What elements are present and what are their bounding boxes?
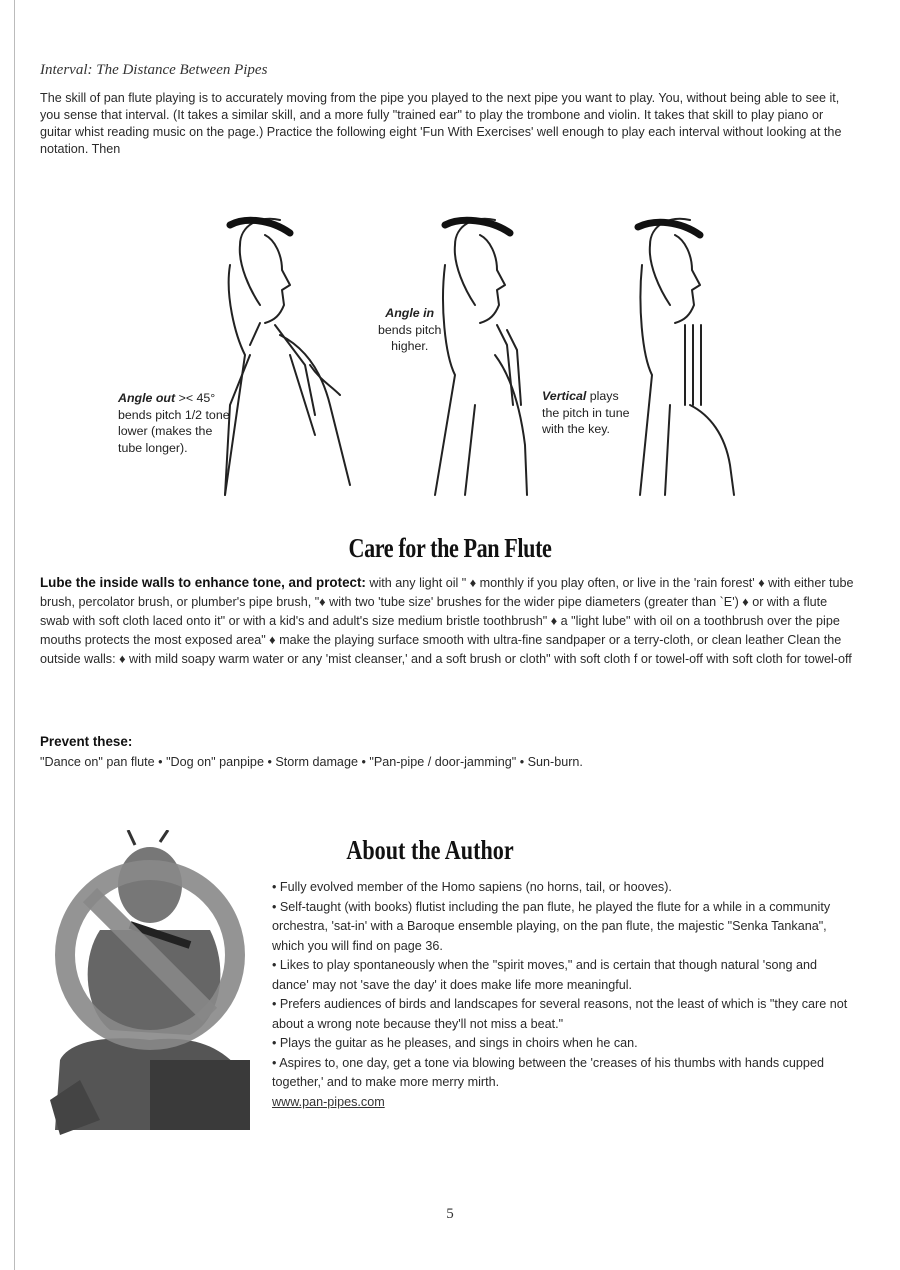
interval-heading: Interval: The Distance Between Pipes (40, 62, 268, 78)
author-title: About the Author (346, 835, 514, 865)
player-angle-in (435, 219, 527, 495)
page-number: 5 (446, 1206, 454, 1222)
author-bio-item: • Plays the guitar as he pleases, and sings in choirs when he can. (272, 1036, 638, 1051)
author-bio-item: • Prefers audiences of birds and landscapes for several reasons, not the least of which is "they care not about a wrong note because they'll not miss a beat." (272, 997, 848, 1031)
care-paragraph (40, 573, 855, 669)
player-vertical (640, 219, 734, 495)
website-link[interactable]: www.pan-pipes.com (272, 1094, 385, 1109)
caption-angle-out-line3: tube longer). (118, 441, 188, 456)
caption-angle-out (118, 390, 230, 457)
player-angle-out (225, 219, 350, 495)
author-bio-list (272, 878, 857, 1112)
prevent-heading: Prevent these: (40, 734, 133, 749)
caption-angle-out-degree: >< 45° (175, 391, 216, 405)
author-bio-item: • Likes to play spontaneously when the "spirit moves," and is certain that though natural 'song and dance' may not 'save the day' it does make life more meaningful. (272, 958, 818, 992)
care-lead: Lube the inside walls to enhance tone, and protect: (40, 575, 366, 590)
caption-angle-in-line1: bends pitch (378, 322, 442, 337)
caption-angle-in-title: Angle in (385, 306, 435, 320)
author-bio-item: • Fully evolved member of the Homo sapiens (no horns, tail, or hooves). (272, 880, 672, 894)
playing-angles-figure (40, 205, 860, 500)
caption-vertical-rest: plays (586, 389, 619, 403)
care-text: with any light oil " ♦ monthly if you play often, or live in the 'rain forest' ♦ with either tube brush, percolator brush, or plumber's pipe brush, "♦ with two 'tube size' brushes for the wider pipe diameters (greater than `E') ♦ or with a flute swab with soft cloth laced onto it" or with a kid's and adult's size medium bristle toothbrush" ♦ a "light lube" with oil on a toothbrush over the pipe mouths protects the most exposed area" ♦ make the playing surface smooth with ultra-fine sandpaper or a terry-cloth, or clean leather Clean the outside walls: ♦ with mild soapy warm water or any 'mist cleanser,' and a soft brush or cloth" with soft cloth f or towel-off with soft cloth for towel-off (40, 576, 854, 666)
caption-angle-out-line2: lower (makes the (118, 424, 213, 439)
author-bio-item: • Aspires to, one day, get a tone via blowing between the 'creases of his thumbs with hands cupped together,' and to make more merry mirth. (272, 1055, 824, 1090)
caption-angle-in (378, 305, 441, 355)
page-edge (14, 0, 15, 1270)
prevent-list: "Dance on" pan flute • "Dog on" panpipe • Storm damage • "Pan-pipe / door-jamming" • Sun-burn. (40, 755, 583, 769)
caption-vertical-title: Vertical (542, 389, 587, 403)
caption-vertical-line1: the pitch in tune (542, 405, 630, 420)
satyr-no-symbol-image (40, 830, 265, 1145)
caption-angle-out-line1: bends pitch 1/2 tone (118, 407, 230, 422)
caption-vertical (542, 388, 630, 438)
author-bio-item: • Self-taught (with books) flutist including the pan flute, he played the flute for a while in a community orchestra, 'sat-in' with a Baroque ensemble playing, on the pan flute, the majestic "Senka Tankana", which you will find on page 36. (272, 899, 831, 953)
caption-angle-in-line2: higher. (391, 339, 429, 354)
caption-vertical-line2: with the key. (542, 422, 610, 437)
care-title: Care for the Pan Flute (348, 533, 552, 563)
intro-paragraph: The skill of pan flute playing is to accurately moving from the pipe you played to the next pipe you want to play. You, without being able to see it, you sense that interval. (It takes a similar skill, and a more fully "trained ear" to play the trombone and violin. It takes that skill to play piano or guitar whist reading music on the page.) Practice the following eight 'Fun With Exercises' well enough to play each interval without looking at the notation. Then (40, 91, 842, 157)
caption-angle-out-title: Angle out (118, 391, 176, 405)
satyr-illustration (40, 830, 265, 1145)
